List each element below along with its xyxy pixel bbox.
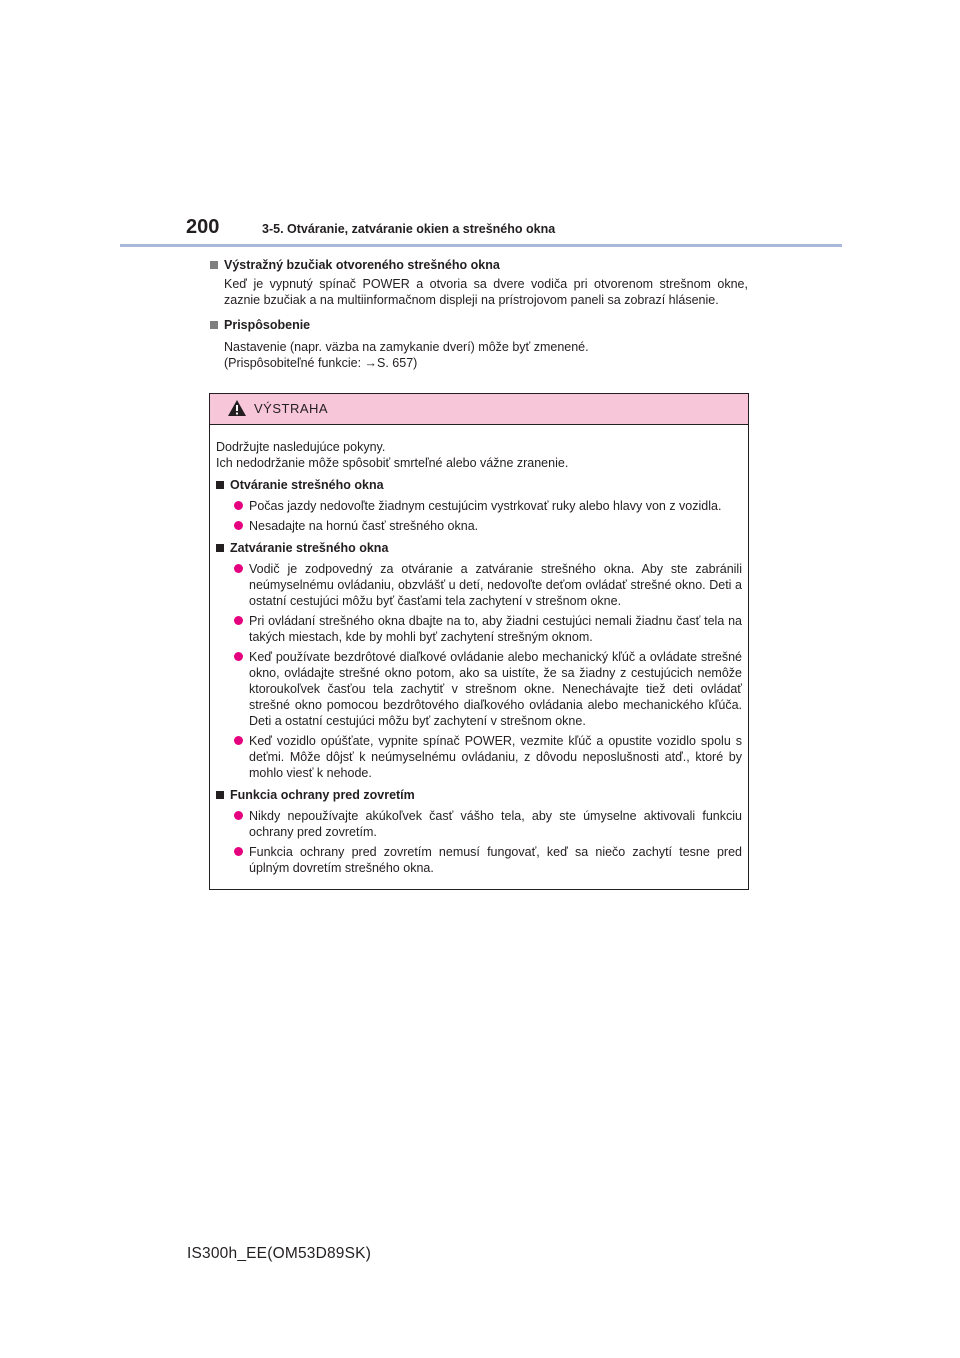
square-bullet-icon [210,321,218,329]
warning-section-pinch [216,787,742,876]
warning-item: Pri ovládaní strešného okna dbajte na to, aby žiadni cestujúci nemali žiadnu časť tela na takých miestach, kde by mohli byť zachytení strešným oknom. [216,613,742,645]
warning-item: Keď vozidlo opúšťate, vypnite spínač POWER, vezmite kľúč a opustite vozidlo spolu s deťmi. Môže dôjsť k neúmyselnému ovládaniu, z dôvodu neposlušnosti atď., ktoré by mohlo viesť k nehode. [216,733,742,781]
customization-link[interactable]: (Prispôsobiteľné funkcie: →S. 657) [224,356,418,370]
square-bullet-icon [210,261,218,269]
customization-heading: Prispôsobenie [210,317,748,334]
warning-box [209,393,749,890]
warning-intro-line1: Dodržujte nasledujúce pokyny. [216,440,386,454]
warning-body [210,425,748,876]
warning-header [210,394,748,425]
bullet-dot-icon [234,616,243,625]
warning-section-opening [216,477,742,534]
warning-intro-line2: Ich nedodržanie môže spôsobiť smrteľné alebo vážne zranenie. [216,456,569,470]
warning-item: Nesadajte na hornú časť strešného okna. [216,518,742,534]
section-title: 3-5. Otváranie, zatváranie okien a strešného okna [262,222,556,236]
warning-section-closing [216,540,742,781]
warning-item: Nikdy nepoužívajte akúkoľvek časť vášho tela, aby ste úmyselne aktivovali funkciu ochrany pred zovretím. [216,808,742,840]
bullet-dot-icon [234,501,243,510]
warning-title: VÝSTRAHA [254,401,329,416]
warning-item: Počas jazdy nedovoľte žiadnym cestujúcim vystrkovať ruky alebo hlavy von z vozidla. [216,498,742,514]
buzzer-text: Keď je vypnutý spínač POWER a otvoria sa dvere vodiča pri otvorenom strešnom okne, zaznie bzučiak a na multiinformačnom displeji na prístrojovom paneli sa zobrazí hlásenie. [224,277,748,307]
warning-item: Funkcia ochrany pred zovretím nemusí fungovať, keď sa niečo zachytí tesne pred úplným dovretím strešného okna. [216,844,742,876]
bullet-dot-icon [234,564,243,573]
buzzer-heading: Výstražný bzučiak otvoreného strešného okna [210,257,748,274]
bullet-dot-icon [234,652,243,661]
square-bullet-icon [216,791,224,799]
warning-triangle-icon [227,399,247,417]
intro-content [210,257,748,371]
warning-item: Keď používate bezdrôtové diaľkové ovládanie alebo mechanický kľúč a ovládate strešné okno, ovládajte strešné okno potom, ako sa uistíte, že sa žiadny z cestujúcich nemôže ktoroukoľvek časťou tela zachytiť v strešnom okne. Nenechávajte tiež deti ovládať strešné okno pomocou bezdrôtového diaľkového ovládania alebo mechanického kľúča. Deti a ostatní cestujúci môžu byť zachytení v strešnom okne. [216,649,742,729]
square-bullet-icon [216,544,224,552]
bullet-dot-icon [234,811,243,820]
customization-text: Nastavenie (napr. väzba na zamykanie dverí) môže byť zmenené. [224,340,589,354]
square-bullet-icon [216,481,224,489]
document-code: IS300h_EE(OM53D89SK) [187,1245,372,1262]
warning-section-heading: Funkcia ochrany pred zovretím [230,788,415,802]
warning-item: Vodič je zodpovedný za otváranie a zatváranie strešného okna. Aby ste zabránili neúmyselnému ovládaniu, obzvlášť u detí, nedovoľte deťom ovládať strešné okno. Deti a ostatní cestujúci môžu byť časťami tela zachytení v strešnom okne. [216,561,742,609]
warning-section-heading: Otváranie strešného okna [230,478,384,492]
bullet-dot-icon [234,521,243,530]
page-number: 200 [186,216,220,238]
bullet-dot-icon [234,847,243,856]
bullet-dot-icon [234,736,243,745]
warning-section-heading: Zatváranie strešného okna [230,541,389,555]
header-rule [120,244,842,247]
